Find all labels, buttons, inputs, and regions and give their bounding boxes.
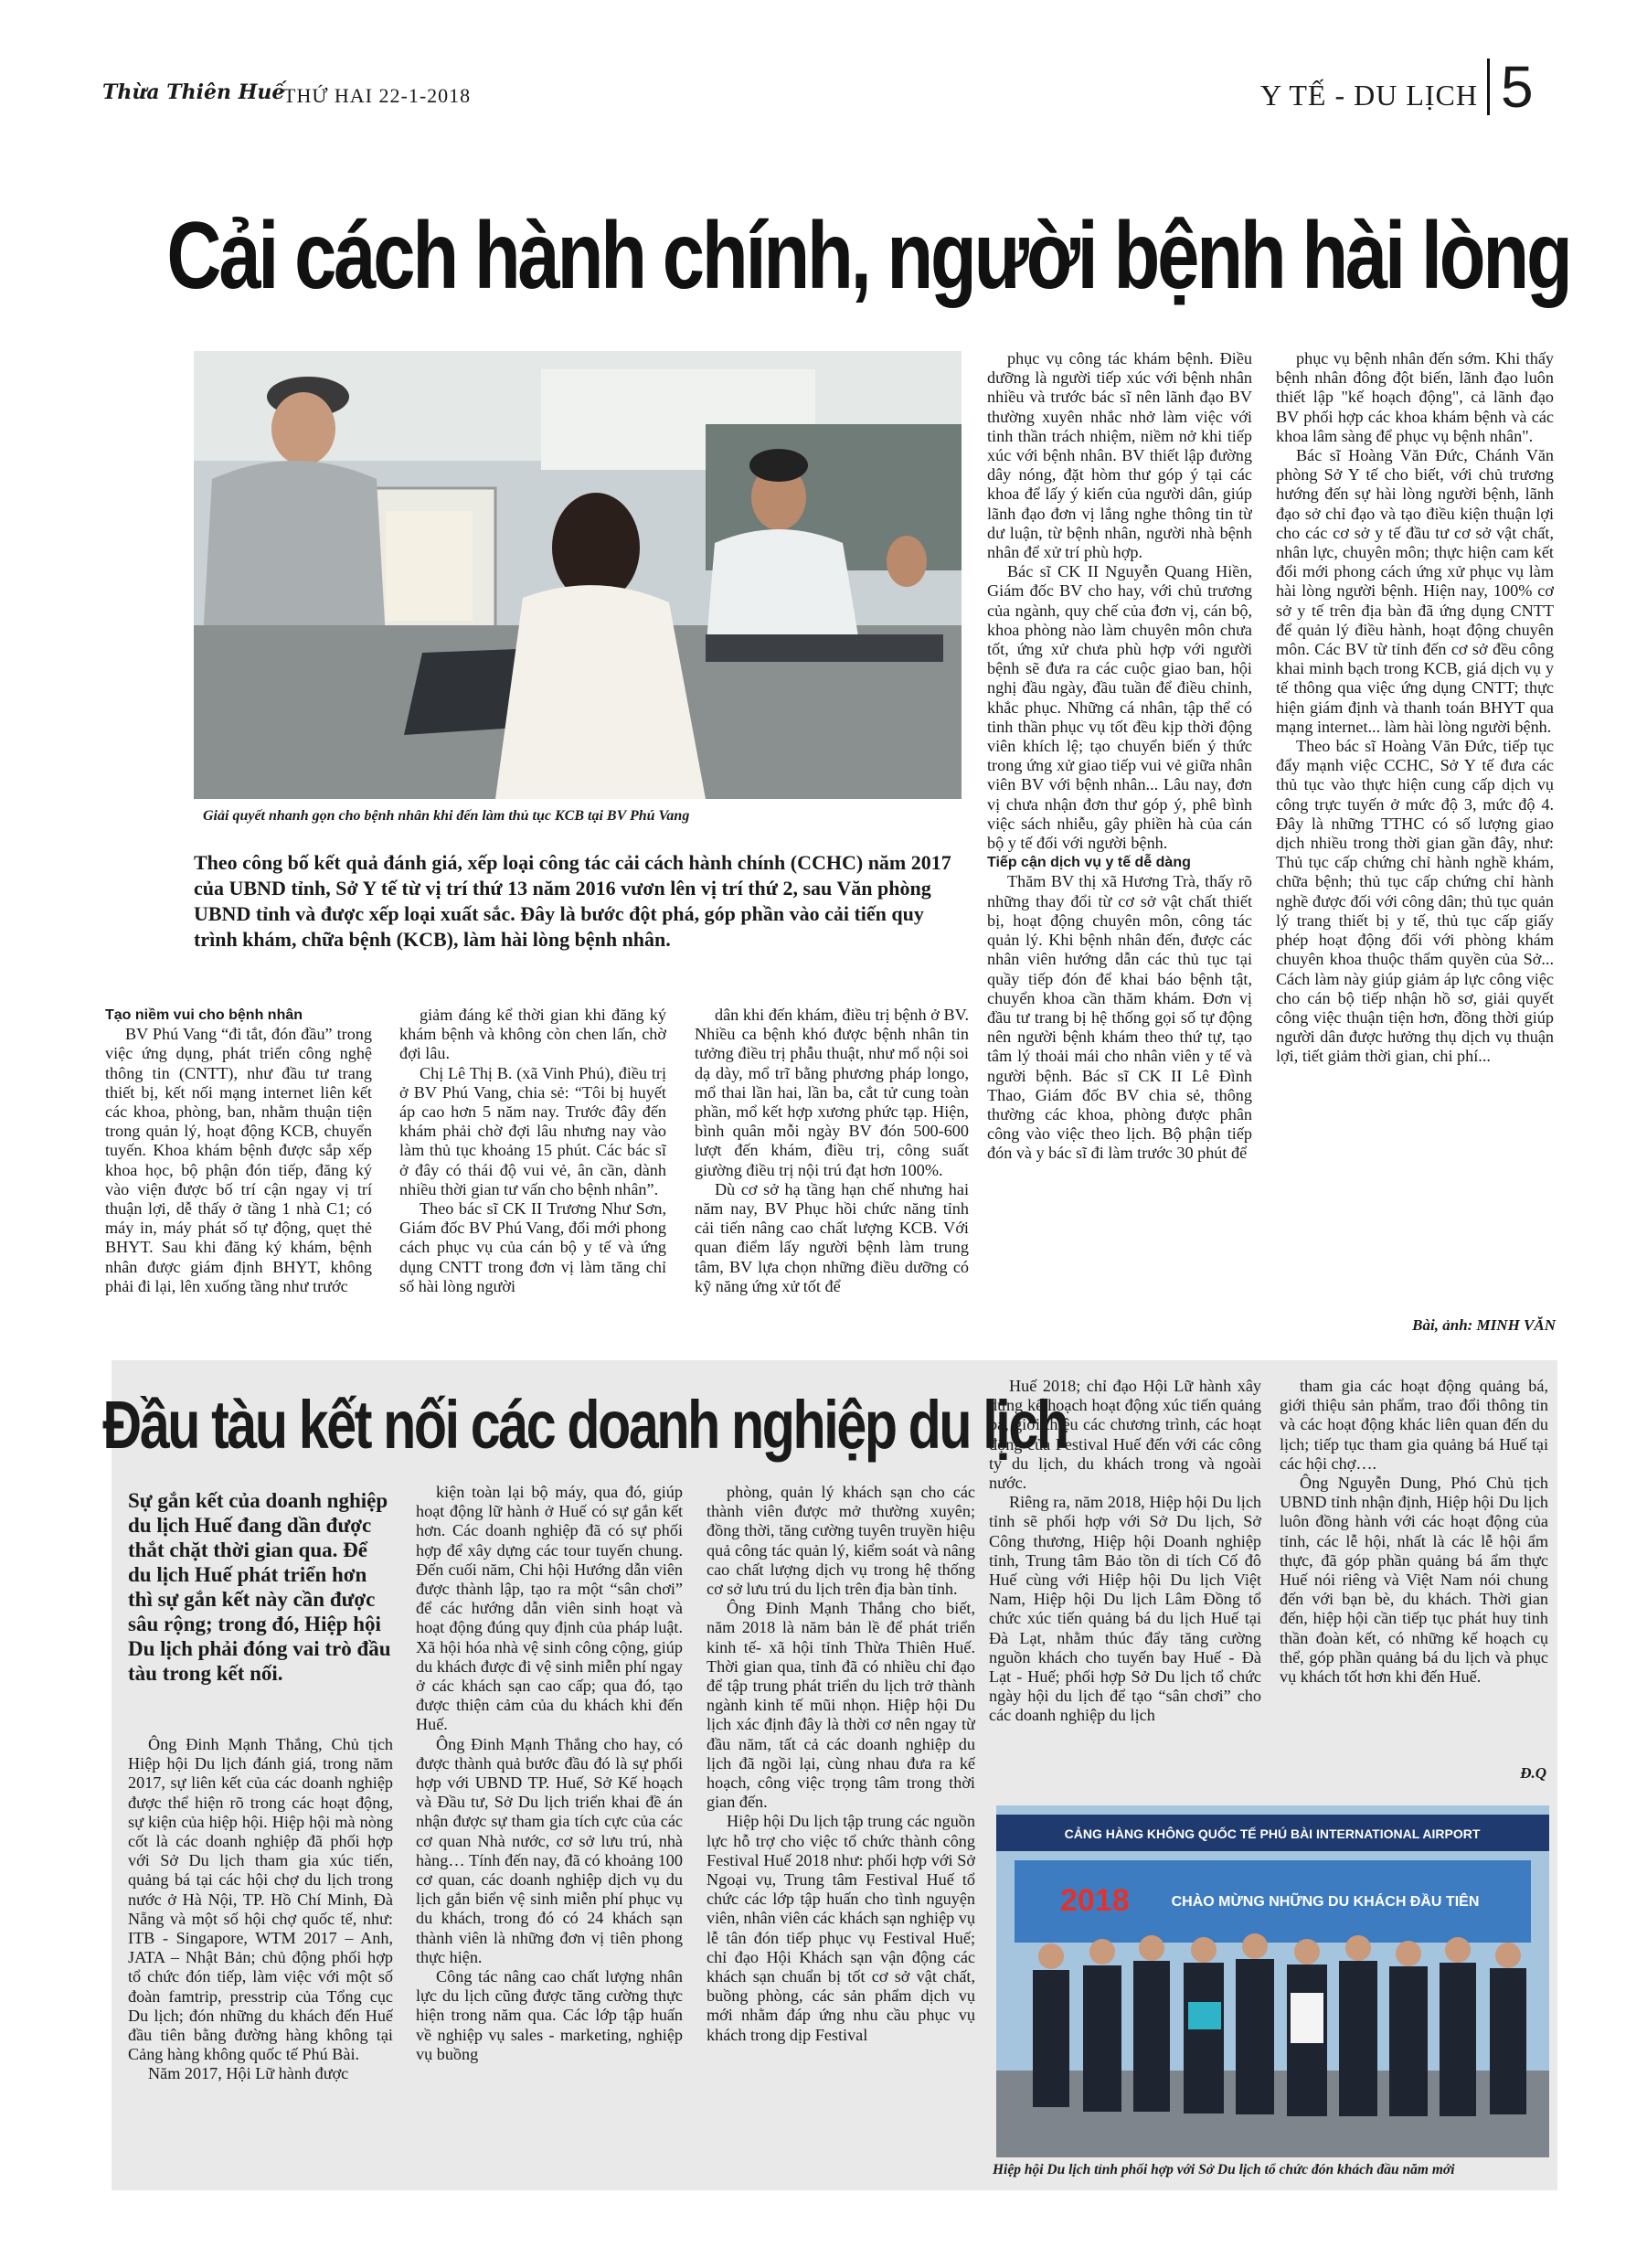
article2-paragraph: Riêng ra, năm 2018, Hiệp hội Du lịch tỉnh sẽ phối hợp với Sở Du lịch, Sở Công thương, Hiệp hội Doanh nghiệp tỉnh, Trung tâm Bảo tồn di tích Cố đô Huế cùng với Hiệp hội Du lịch Việt Nam, Hiệp hội Du lịch Lâm Đồng tổ chức xúc tiến quảng bá du lịch Huế tại Đà Lạt, nhằm thúc đẩy tăng cường nguồn khách cho tuyến bay Huế - Đà Lạt - Huế; phối hợp Sở Du lịch tổ chức ngày hội du lịch để tạo “sân chơi” cho các doanh nghiệp du lịch <box>989 1493 1261 1725</box>
article1-column-4 <box>987 349 1252 1347</box>
article1-paragraph: Theo bác sĩ Hoàng Văn Đức, tiếp tục đẩy mạnh việc CCHC, Sở Y tế đưa các thủ tục vào thực hiện cung cấp dịch vụ công trực tuyến ở mức độ 3, mức độ 4. Đây là những TTHC có số lượng giao dịch nhiều trong thời gian gần đây, như: Thủ tục cấp chứng chỉ hành nghề khám, chữa bệnh; thủ tục cấp chứng chỉ hành nghề được đối với công dân; thủ tục quản lý trang thiết bị y tế, thủ tục cấp giấy phép hoạt động đối với phòng khám chuyên khoa thuộc thẩm quyền của Sở... Cách làm này giúp giảm áp lực công việc cho cán bộ tiếp nhận hồ sơ, giải quyết công việc thuận tiện hơn, đồng thời giúp người dân được hưởng thụ dịch vụ thuận lợi, tiết giảm thời gian, chi phí... <box>1276 737 1554 1066</box>
article1-paragraph: Bác sĩ CK II Nguyễn Quang Hiền, Giám đốc BV cho hay, với chủ trương của ngành, quy chế của đơn vị, cán bộ, khoa phòng nào làm chuyên môn chưa tốt, ứng xử chưa phù hợp với người bệnh sẽ đưa ra các cuộc giao ban, hội nghị đầu ngày, đầu tuần để điều chỉnh, khắc phục. Những cá nhân, tập thể có tinh thần phục vụ tốt đều kịp thời động viên khích lệ; tạo chuyển biến ý thức trong ứng xử giao tiếp vui vẻ giữa nhân viên BV với bệnh nhân... Lâu nay, đơn vị chưa nhận đơn thư góp ý, phê bình việc sách nhiễu, gây phiền hà của cán bộ y tế đối với người bệnh. <box>987 562 1252 853</box>
article1-paragraph: phục vụ công tác khám bệnh. Điều dưỡng là người tiếp xúc với bệnh nhân nhiều và trước bác sĩ nên lãnh đạo BV thường xuyên nhắc nhở làm việc với tinh thần trách nhiệm, niềm nở khi tiếp xúc với bệnh nhân. BV thiết lập đường dây nóng, đặt hòm thư góp ý tại các khoa để lấy ý kiến của người dân, giúp lãnh đạo đơn vị lắng nghe thông tin từ dư luận, từ bệnh nhân, người nhà bệnh nhân để xử trí phù hợp. <box>987 349 1252 562</box>
article2-lead: Sự gắn kết của doanh nghiệp du lịch Huế đang dần được thắt chặt thời gian qua. Để du lịch Huế phát triển hơn thì sự gắn kết này cần được sâu rộng; trong đó, Hiệp hội Du lịch phải đóng vai trò đầu tàu trong kết nối. <box>128 1489 391 1685</box>
article2-paragraph: Ông Đinh Mạnh Thắng cho biết, năm 2018 là năm bản lề để phát triển kinh tế- xã hội tỉnh Thừa Thiên Huế. Thời gian qua, tỉnh đã có nhiều chỉ đạo để tập trung phát triển du lịch trở thành ngành kinh tế mũi nhọn. Hiệp hội Du lịch xác định đây là thời cơ nên ngay từ đầu năm, tất cả các doanh nghiệp du lịch đã ngồi lại, cùng nhau đưa ra kế hoạch, công việc trọng tâm trong thời gian đến. <box>707 1599 975 1812</box>
article2-headline: Đầu tàu kết nối các doanh nghiệp du lịch <box>102 1386 1068 1463</box>
article2-column-2 <box>416 1483 683 2182</box>
article2-column-5 <box>1280 1377 1548 1747</box>
article2-paragraph: Ông Nguyễn Dung, Phó Chủ tịch UBND tỉnh nhận định, Hiệp hội Du lịch luôn đồng hành với các hoạt động của tỉnh, các lễ hội, nhất là các lễ hội ẩm thực, đã góp phần quảng bá ẩm thực Huế nói riêng và Việt Nam nói chung đến với bạn bè, du khách. Thời gian đến, hiệp hội cần tiếp tục phát huy tinh thần đoàn kết, có những kế hoạch cụ thể, góp phần quảng bá du lịch và phục vụ khách tốt hơn khi đến Huế. <box>1280 1474 1548 1687</box>
banner-year-text: 2018 <box>1060 1883 1130 1918</box>
section-title: Y TẾ - DU LỊCH <box>1260 79 1478 112</box>
article1-column-5 <box>1276 349 1554 1304</box>
article1-paragraph: Theo bác sĩ CK II Trương Như Sơn, Giám đốc BV Phú Vang, đổi mới phong cách phục vụ của cán bộ y tế và ứng dụng CNTT trong đơn vị làm tăng chỉ số hài lòng người <box>399 1199 666 1295</box>
article2-paragraph: kiện toàn lại bộ máy, qua đó, giúp hoạt động lữ hành ở Huế có sự gắn kết hơn. Các doanh nghiệp đã có sự phối hợp để xây dựng các tour tuyến chung. Đến cuối năm, Chi hội Hướng dẫn viên được thành lập, tạo ra một “sân chơi” để các hướng dẫn viên sinh hoạt và hoạt động đúng quy định của pháp luật. Xã hội hóa nhà vệ sinh công cộng, giúp du khách được đi vệ sinh miễn phí ngay ở các khách sạn cao cấp; qua đó, tạo được thiện cảm của du khách khi đến Huế. <box>416 1483 683 1734</box>
article2-byline: Đ.Q <box>1520 1764 1546 1782</box>
airport-sign-text: CẢNG HÀNG KHÔNG QUỐC TẾ PHÚ BÀI INTERNATIONAL AIRPORT <box>1064 1826 1481 1841</box>
article2-paragraph: Huế 2018; chỉ đạo Hội Lữ hành xây dựng kế hoạch hoạt động xúc tiến quảng bá, giới thiệu các chương trình, các hoạt động của Festival Huế đến với các công ty du lịch, du khách trong và ngoài nước. <box>989 1377 1261 1493</box>
article1-paragraph: dân khi đến khám, điều trị bệnh ở BV. Nhiều ca bệnh khó được bệnh nhân tin tưởng điều trị phẫu thuật, như mổ nội soi dạ dày, mổ trĩ bằng phương pháp longo, mổ thai lần hai, lần ba, cắt tử cung toàn phần, mổ kết hợp xương phức tạp. Hiện, bình quân mỗi ngày BV đón 500-600 lượt đến khám, điều trị, công suất giường điều trị nội trú đạt hơn 100%. <box>695 1006 969 1179</box>
article2-paragraph: Công tác nâng cao chất lượng nhân lực du lịch cũng được tăng cường thực hiện trong năm qua. Các lớp tập huấn về nghiệp vụ sales - marketing, nghiệp vụ buồng <box>416 1967 683 2063</box>
masthead-date: THỨ HAI 22-1-2018 <box>283 84 472 107</box>
article1-paragraph: Thăm BV thị xã Hương Trà, thấy rõ những thay đổi từ cơ sở vật chất thiết bị, hoạt động chuyên môn, công tác quản lý. Khi bệnh nhân đến, được các nhân viên hướng dẫn các thủ tục tại quầy tiếp đón để khai báo bệnh tật, chuyển khoa cần thăm khám. Đơn vị đầu tư trang bị hệ thống gọi số tự động nên người bệnh khám theo thứ tự, tạo tâm lý thoải mái cho nhân viên y tế và người bệnh. Bác sĩ CK II Lê Đình Thao, Giám đốc BV chia sẻ, thông thường các khoa, phòng được phân công vào việc theo lịch. Bộ phận tiếp đón và y bác sĩ đi làm trước 30 phút để <box>987 872 1252 1163</box>
article2-column-3 <box>707 1483 975 2182</box>
article1-byline: Bài, ảnh: MINH VĂN <box>1412 1316 1556 1334</box>
article1-column-2 <box>399 1006 666 1353</box>
masthead-divider <box>1487 59 1490 115</box>
article1-headline: Cải cách hành chính, người bệnh hài lòng <box>166 202 1570 309</box>
article2-paragraph: Hiệp hội Du lịch tập trung các nguồn lực hỗ trợ cho việc tổ chức thành công Festival Huế 2018 như: phối hợp với Sở Ngoại vụ, Trung tâm Festival Huế tổ chức các lớp tập huấn cho tình nguyện viên, nhân viên các khách sạn nghiệp vụ lễ tân đón tiếp phục vụ Festival Huế; chỉ đạo Hội Khách sạn vận động các khách sạn chuẩn bị tốt cơ sở vật chất, buồng phòng, các sản phẩm dịch vụ mới nhằm đáp ứng nhu cầu phục vụ khách trong dịp Festival <box>707 1812 975 2044</box>
article1-photo <box>194 351 962 799</box>
article1-subhead-1: Tạo niềm vui cho bệnh nhân <box>105 1007 303 1023</box>
article2-column-4 <box>989 1377 1261 1793</box>
article1-paragraph: Bác sĩ Hoàng Văn Đức, Chánh Văn phòng Sở Y tế cho biết, với chủ trương hướng đến sự hài lòng người bệnh, lãnh đạo sở chỉ đạo và tạo điều kiện thuận lợi cho các cơ sở y tế đầu tư cơ sở vật chất, nhân lực, chuyên môn; thực hiện cam kết đổi mới phong cách ứng xử phục vụ làm hài lòng người bệnh. Hiện nay, 100% cơ sở y tế trên địa bàn đã ứng dụng CNTT để quản lý điều hành, hoạt động chuyên môn. Các BV từ tỉnh đến cơ sở đều công khai minh bạch trong KCB, giá dịch vụ y tế thông qua việc ứng dụng CNTT; thực hiện giám định và thanh toán BHYT qua mạng internet... làm hài lòng người bệnh. <box>1276 446 1554 736</box>
page-number: 5 <box>1501 54 1534 120</box>
article2-paragraph: Ông Đinh Mạnh Thắng cho hay, có được thành quả bước đầu đó là sự phối hợp với UBND TP. Huế, Sở Kế hoạch và Đầu tư, Sở Du lịch triển khai đề án nhận được sự tham gia tích cực của các cơ quan Nhà nước, cơ sở lưu trú, nhà hàng… Tính đến nay, đã có khoảng 100 cơ quan, các doanh nghiệp dịch vụ du lịch gắn biển vệ sinh miễn phí phục vụ du khách, trong đó có 24 khách sạn thành viên là những đơn vị tiên phong thực hiện. <box>416 1734 683 1966</box>
article1-paragraph: giảm đáng kể thời gian khi đăng ký khám bệnh và không còn chen lấn, chờ đợi lâu. <box>399 1006 666 1063</box>
article1-photo-caption: Giải quyết nhanh gọn cho bệnh nhân khi đến làm thủ tục KCB tại BV Phú Vang <box>203 808 690 824</box>
article2-paragraph: Năm 2017, Hội Lữ hành được <box>148 2064 349 2083</box>
hospital-counter-illustration <box>194 351 962 799</box>
article1-lead: Theo công bố kết quả đánh giá, xếp loại công tác cải cách hành chính (CCHC) năm 2017 của UBND tỉnh, Sở Y tế từ vị trí thứ 13 năm 2016 vươn lên vị trí thứ 2, sau Văn phòng UBND tỉnh và được xếp loại xuất sắc. Đây là bước đột phá, góp phần vào cải tiến quy trình khám, chữa bệnh (KCB), làm hài lòng bệnh nhân. <box>194 851 951 951</box>
article1-paragraph: Chị Lê Thị B. (xã Vinh Phú), điều trị ở BV Phú Vang, chia sẻ: “Tôi bị huyết áp cao hơn 5 năm nay. Trước đây đến khám phải chờ đợi lâu nhưng nay vào làm thủ tục khoảng 15 phút. Các bác sĩ ở đây có thái độ vui vẻ, ân cần, dành nhiều thời gian tư vấn cho bệnh nhân”. <box>399 1063 666 1198</box>
article2-photo-caption: Hiệp hội Du lịch tỉnh phối hợp với Sở Du lịch tổ chức đón khách đầu năm mới <box>993 2162 1455 2177</box>
article1-column-1 <box>105 1006 372 1353</box>
article1-subhead-2: Tiếp cận dịch vụ y tế dễ dàng <box>987 855 1191 871</box>
airport-welcome-illustration <box>996 1805 1549 2157</box>
article2-paragraph: phòng, quản lý khách sạn cho các thành viên được mở thường xuyên; đồng thời, tăng cường tuyên truyền hiệu quả công tác quản lý, kiểm soát và nâng cao chất lượng dịch vụ trong hệ thống cơ sở lưu trú du lịch trên địa bàn tỉnh. <box>707 1483 975 1599</box>
article1-column-3 <box>695 1006 969 1353</box>
article1-paragraph: phục vụ bệnh nhân đến sớm. Khi thấy bệnh nhân đông đột biến, lãnh đạo luôn thiết lập "kế hoạch động", cả lãnh đạo BV phối hợp các khoa khám bệnh và các khoa lâm sàng để phục vụ bệnh nhân". <box>1276 349 1554 445</box>
masthead-brand: Thừa Thiên Huế <box>102 80 285 104</box>
article2-column-1 <box>128 1735 393 2183</box>
article2-paragraph: tham gia các hoạt động quảng bá, giới thiệu sản phẩm, trao đổi thông tin và các hoạt động khác liên quan đến du lịch; tiếp tục tham gia quảng bá Huế tại các hội chợ…. <box>1280 1377 1548 1473</box>
article2-photo <box>996 1805 1549 2157</box>
article1-paragraph: Dù cơ sở hạ tầng hạn chế nhưng hai năm nay, BV Phục hồi chức năng tỉnh cải tiến nâng cao chất lượng KCB. Với quan điểm lấy người bệnh làm trung tâm, BV lựa chọn những điều dưỡng có kỹ năng ứng xử tốt để <box>695 1179 969 1295</box>
article1-paragraph: BV Phú Vang “đi tắt, đón đầu” trong việc ứng dụng, phát triển công nghệ thông tin (CNTT), như đầu tư trang thiết bị, kết nối mạng internet liên kết các khoa, phòng, ban, nhằm thuận tiện trong quản lý, hoạt động KCB, chuyển tuyến. Khoa khám bệnh được sắp xếp khoa học, bộ phận đón tiếp, đăng ký vào viện được bố trí cận ngay vị trí thuận lợi, dễ thấy ở tầng 1 nhà C1; có máy in, máy phát số tự động, quẹt thẻ BHYT. Sau khi đăng ký khám, bệnh nhân được giám định BHYT, không phải đi lại, lên xuống tầng như trước <box>105 1025 372 1295</box>
article2-paragraph: Ông Đinh Mạnh Thắng, Chủ tịch Hiệp hội Du lịch đánh giá, trong năm 2017, sự liên kết của các doanh nghiệp được thể hiện rõ trong các hoạt động, sự kiện của hiệp hội. Hiệp hội mà nòng cốt là các doanh nghiệp đã phối hợp với Sở Du lịch tham gia xúc tiến, quảng bá tại các hội chợ du lịch trong nước ở Hà Nội, TP. Hồ Chí Minh, Đà Nẵng và một số hội chợ quốc tế, như: ITB - Singapore, WTM 2017 – Anh, JATA – Nhật Bản; chủ động phối hợp tổ chức đón tiếp, làm việc với một số đoàn famtrip, presstrip của Tổng cục Du lịch; đón những du khách đến Huế đầu tiên bằng đường hàng không tại Cảng hàng không quốc tế Phú Bài. <box>128 1735 393 2064</box>
banner-welcome-text: CHÀO MỪNG NHỮNG DU KHÁCH ĐẦU TIÊN <box>1171 1894 1480 1910</box>
